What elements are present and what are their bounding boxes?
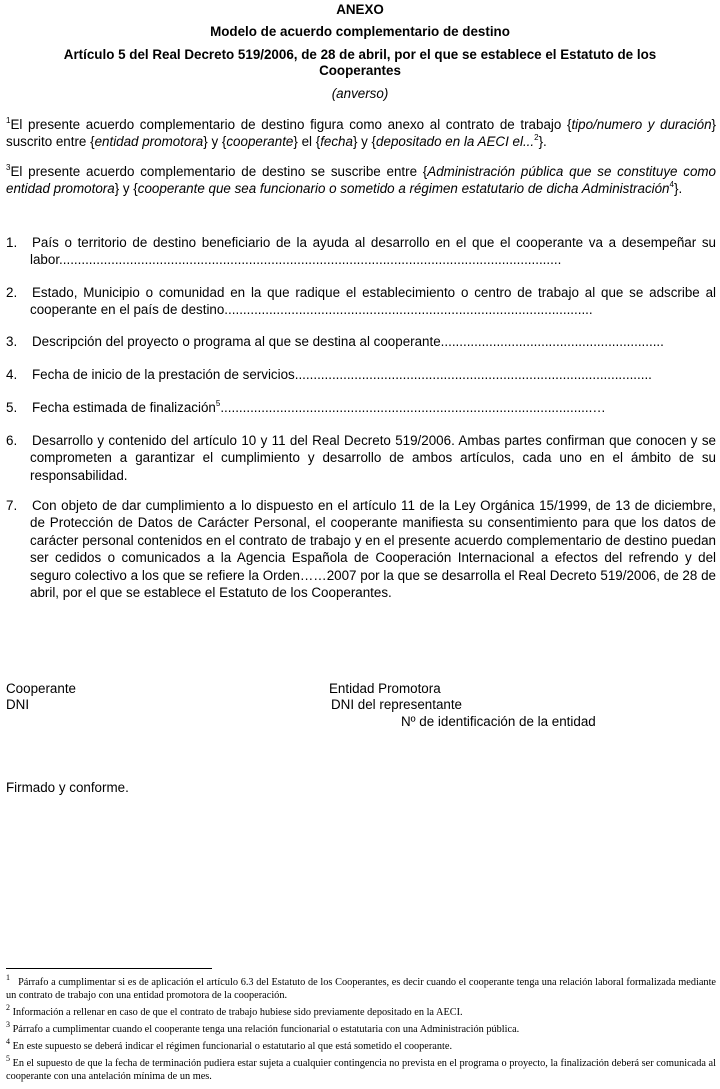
- footnote-ref: 2: [534, 132, 539, 142]
- signature-entidad-label: Entidad Promotora: [329, 681, 441, 696]
- footnote-number: 3: [6, 1019, 10, 1029]
- text-run: El presente acuerdo complementario de destino se suscribe entre {: [10, 164, 428, 179]
- item-number: 5.: [6, 400, 18, 415]
- text-run: Fecha estimada de finalización: [32, 400, 216, 415]
- footnote: [6, 972, 716, 1002]
- signed-agreed-text: Firmado y conforme.: [6, 780, 129, 795]
- list-item: [6, 234, 716, 269]
- placeholder-field: fecha: [320, 134, 353, 150]
- item-number: 4.: [6, 367, 18, 382]
- item-number: 1.: [6, 235, 18, 250]
- footnote: [6, 1053, 716, 1083]
- placeholder-field: depositado en la AECI el...: [376, 134, 535, 150]
- placeholder-field: cooperante que sea funcionario o sometido a régimen estatutario de dicha Administración: [137, 181, 670, 197]
- footnote-number: 2: [6, 1002, 10, 1012]
- side-label: (anverso): [331, 86, 389, 101]
- text-run: El presente acuerdo complementario de destino figura como anexo al contrato de trabajo {: [10, 117, 572, 132]
- footnote-ref: 4: [669, 179, 674, 189]
- list-item: [6, 284, 716, 319]
- footnote-text: En el supuesto de que la fecha de terminación pudiera estar sujeta a cualquier contingencia no prevista en el programa o proyecto, la finalización deberá ser comunicada al cooperante con una antelación mínima de un mes.: [6, 1058, 716, 1082]
- document-title: Modelo de acuerdo complementario de destino: [210, 24, 510, 39]
- signature-dni-label: DNI: [6, 697, 30, 712]
- signature-id-entidad-label: Nº de identificación de la entidad: [401, 714, 596, 729]
- list-item: [6, 432, 716, 484]
- footnote: [6, 1019, 716, 1036]
- text-run: } y {: [203, 134, 227, 150]
- text-run: } el {: [293, 134, 321, 150]
- placeholder-field: entidad promotora: [94, 134, 204, 150]
- footnote: [6, 1002, 716, 1019]
- signature-dni-representante-label: DNI del representante: [331, 697, 463, 712]
- footnote-number: 1: [6, 972, 10, 982]
- item-text: Con objeto de dar cumplimiento a lo dispuesto en el artículo 11 de la Ley Orgánica 15/1999, de 13 de diciembre, de Protección de Datos de Carácter Personal, el cooperante manifiesta su consentimiento para que los datos de carácter personal contenidos en el contrato de trabajo y en el presente acuerdo complementario de destino puedan ser cedidos o comunicados a la Agencia Española de Cooperación Internacional a efectos del refrendo y del seguro colectivo a los que se refiere la Orden……2007 por la que se desarrolla el Real Decreto 519/2006, de 28 de abril, por el que se establece el Estatuto de los Cooperantes.: [30, 498, 716, 601]
- placeholder-field: Administración pública que se constituye como entidad promotora: [6, 164, 717, 197]
- text-run: }.: [538, 134, 547, 150]
- text-run: } suscrito entre {: [6, 117, 717, 150]
- text-run: }.: [673, 181, 683, 197]
- item-text: Desarrollo y contenido del artículo 10 y 11 del Real Decreto 519/2006. Ambas partes confirman que conocen y se comprometen a garantizar el cumplimiento y desarrollo de ambos artículos, cada uno en el ámbito de su responsabilidad.: [30, 433, 716, 483]
- placeholder-field: tipo/numero y duración: [571, 117, 712, 132]
- footnote-number: 5: [6, 1053, 10, 1063]
- signature-cooperante-label: Cooperante: [6, 681, 76, 696]
- item-number: 7.: [6, 498, 18, 513]
- footnote-ref: 5: [215, 398, 221, 408]
- item-text: Descripción del proyecto o programa al que se destina al cooperante............................................................: [32, 334, 664, 349]
- footnote-number: 4: [6, 1036, 10, 1046]
- paragraph-administration: [6, 163, 716, 198]
- text-run: } y {: [114, 181, 138, 197]
- item-text: Estado, Municipio o comunidad en la que radique el establecimiento o centro de trabajo al que se adscribe al cooperante en el país de destino...................................................................................................: [30, 285, 716, 318]
- item-number: 3.: [6, 334, 18, 349]
- list-item: [6, 333, 716, 350]
- text-run: ....................................................................................................…: [220, 400, 606, 415]
- footnote-text: Párrafo a cumplimentar cuando el cooperante tenga una relación funcionarial o estatutaria con una Administración pública.: [12, 1024, 520, 1035]
- list-item: [6, 366, 716, 383]
- footnote-ref: 1: [6, 115, 11, 125]
- footnote-ref: 3: [6, 162, 11, 172]
- footnote-text: Información a rellenar en caso de que el contrato de trabajo hubiese sido previamente depositado en la AECI.: [12, 1007, 463, 1018]
- text-run: } y {: [352, 134, 377, 150]
- paragraph-contract: [6, 116, 716, 151]
- item-number: 2.: [6, 285, 18, 300]
- list-item: [6, 497, 716, 601]
- document-subtitle: Artículo 5 del Real Decreto 519/2006, de 28 de abril, por el que se establece el Estatuto de los Cooperantes: [63, 47, 657, 78]
- item-number: 6.: [6, 433, 18, 448]
- item-text: Fecha de inicio de la prestación de servicios................................................................................................: [32, 367, 652, 382]
- item-text: [30, 399, 716, 416]
- footnote-text: Párrafo a cumplimentar si es de aplicación el artículo 6.3 del Estatuto de los Cooperantes, es decir cuando el cooperante tenga una relación laboral formalizada mediante un contrato de trabajo con una entidad promotora de la cooperación.: [6, 977, 716, 1001]
- footnote-divider: [6, 968, 212, 969]
- item-text: País o territorio de destino beneficiario de la ayuda al desarrollo en el que el cooperante va a desempeñar su labor.......................................................................................................................................: [30, 235, 716, 268]
- footnote-text: En este supuesto se deberá indicar el régimen funcionarial o estatutario al que está sometido el cooperante.: [12, 1041, 453, 1052]
- placeholder-field: cooperante: [226, 134, 294, 150]
- annex-heading: ANEXO: [336, 2, 384, 17]
- footnote: [6, 1036, 716, 1053]
- list-item: [6, 399, 716, 416]
